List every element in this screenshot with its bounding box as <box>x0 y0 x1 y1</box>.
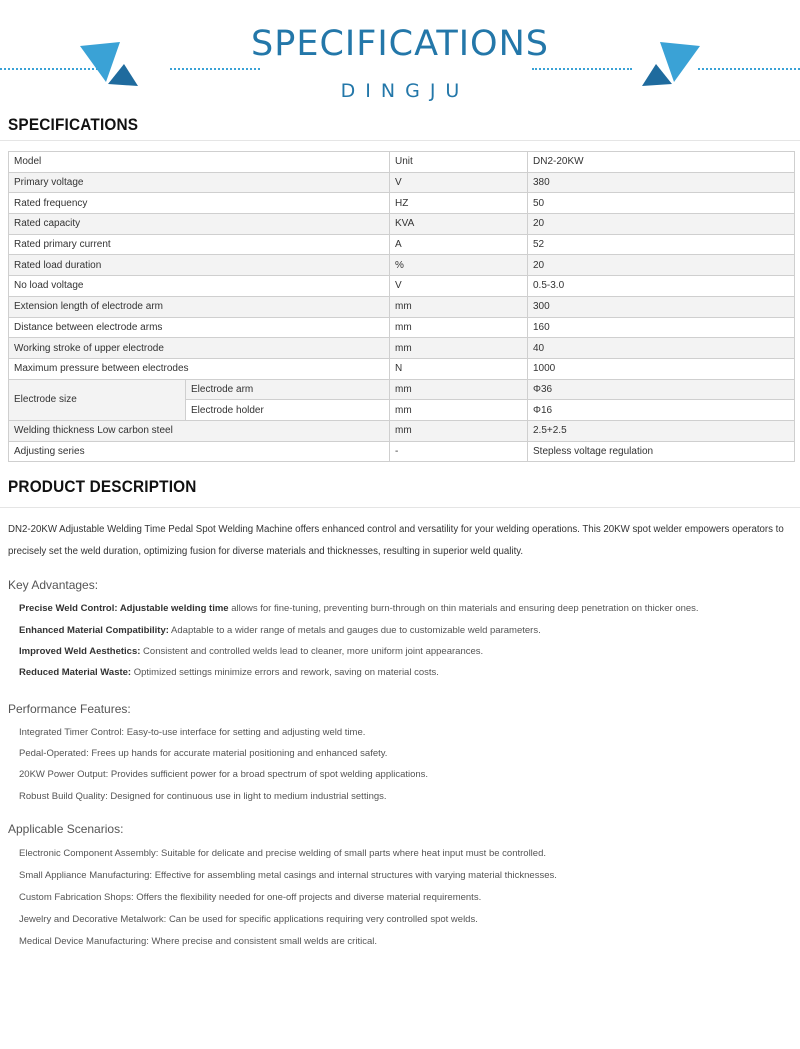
unit-cell: A <box>390 234 528 255</box>
param-cell: Extension length of electrode arm <box>9 296 390 317</box>
value-cell: 160 <box>528 317 795 338</box>
table-row <box>9 152 795 173</box>
dotted-line <box>170 68 260 70</box>
value-cell: 52 <box>528 234 795 255</box>
table-row <box>9 296 795 317</box>
key-advantages-heading: Key Advantages: <box>8 578 99 592</box>
item-text: Optimized settings minimize errors and rework, saving on material costs. <box>131 667 439 678</box>
table-row <box>9 338 795 359</box>
param-cell: Working stroke of upper electrode <box>9 338 390 359</box>
divider <box>0 140 800 141</box>
value-cell: 40 <box>528 338 795 359</box>
unit-cell: mm <box>390 400 528 421</box>
table-row <box>9 379 795 400</box>
list-item: Small Appliance Manufacturing: Effective for assembling metal casings and internal structures with varying material thicknesses. <box>19 870 557 881</box>
unit-cell: V <box>390 172 528 193</box>
unit-cell: KVA <box>390 214 528 235</box>
param-cell: Rated capacity <box>9 214 390 235</box>
list-item: Integrated Timer Control: Easy-to-use interface for setting and adjusting weld time. <box>19 727 366 738</box>
triangle-decoration-icon <box>640 38 700 88</box>
list-item: Jewelry and Decorative Metalwork: Can be used for specific applications requiring very controlled spot welds. <box>19 914 478 925</box>
param-cell: Distance between electrode arms <box>9 317 390 338</box>
value-cell: 2.5+2.5 <box>528 420 795 441</box>
unit-cell: % <box>390 255 528 276</box>
unit-cell: HZ <box>390 193 528 214</box>
param-cell: Rated frequency <box>9 193 390 214</box>
list-item: Custom Fabrication Shops: Offers the flexibility needed for one-off projects and diverse material requirements. <box>19 892 482 903</box>
table-row <box>9 193 795 214</box>
value-cell: 20 <box>528 255 795 276</box>
param-cell: No load voltage <box>9 276 390 297</box>
value-cell: 1000 <box>528 358 795 379</box>
list-item <box>19 667 439 678</box>
value-cell: 0.5-3.0 <box>528 276 795 297</box>
value-cell: 300 <box>528 296 795 317</box>
table-row <box>9 234 795 255</box>
description-paragraph <box>8 519 796 563</box>
list-item: Medical Device Manufacturing: Where precise and consistent small welds are critical. <box>19 936 377 947</box>
banner-subtitle: DINGJU <box>340 80 470 102</box>
value-cell: Φ36 <box>528 379 795 400</box>
param-cell: Electrode holder <box>186 400 390 421</box>
unit-cell: mm <box>390 317 528 338</box>
param-cell: Rated primary current <box>9 234 390 255</box>
item-text: Consistent and controlled welds lead to cleaner, more uniform joint appearances. <box>140 646 484 657</box>
list-item: 20KW Power Output: Provides sufficient power for a broad spectrum of spot welding applications. <box>19 769 429 780</box>
dotted-line <box>532 68 632 70</box>
unit-cell: N <box>390 358 528 379</box>
specifications-banner <box>0 0 800 110</box>
description-line: DN2-20KW Adjustable Welding Time Pedal Spot Welding Machine offers enhanced control and versatility for your welding operations. This 20KW spot welder empowers operators to <box>8 524 784 535</box>
product-description-heading: PRODUCT DESCRIPTION <box>8 478 197 496</box>
param-cell: Maximum pressure between electrodes <box>9 358 390 379</box>
item-bold: Precise Weld Control: Adjustable welding time <box>19 603 229 614</box>
table-row <box>9 255 795 276</box>
table-row <box>9 214 795 235</box>
value-cell: 50 <box>528 193 795 214</box>
table-row <box>9 358 795 379</box>
value-cell: DN2-20KW <box>528 152 795 173</box>
table-row <box>9 317 795 338</box>
table-row <box>9 441 795 462</box>
unit-cell: mm <box>390 338 528 359</box>
item-bold: Enhanced Material Compatibility: <box>19 625 169 636</box>
unit-cell: mm <box>390 296 528 317</box>
divider <box>0 507 800 508</box>
unit-cell: Unit <box>390 152 528 173</box>
performance-features-heading: Performance Features: <box>8 702 131 716</box>
unit-cell: mm <box>390 420 528 441</box>
electrode-size-cell: Electrode size <box>9 379 186 420</box>
unit-cell: mm <box>390 379 528 400</box>
param-cell: Welding thickness Low carbon steel <box>9 420 390 441</box>
param-cell: Model <box>9 152 390 173</box>
unit-cell: V <box>390 276 528 297</box>
banner-title: SPECIFICATIONS <box>251 24 549 64</box>
list-item <box>19 603 699 614</box>
specifications-heading: SPECIFICATIONS <box>8 116 139 134</box>
unit-cell: - <box>390 441 528 462</box>
param-cell: Rated load duration <box>9 255 390 276</box>
value-cell: Stepless voltage regulation <box>528 441 795 462</box>
item-bold: Reduced Material Waste: <box>19 667 132 678</box>
dotted-line <box>698 68 800 70</box>
list-item: Robust Build Quality: Designed for continuous use in light to medium industrial settings. <box>19 791 387 802</box>
param-cell: Adjusting series <box>9 441 390 462</box>
value-cell: 380 <box>528 172 795 193</box>
specifications-table <box>8 151 795 462</box>
item-text: allows for fine-tuning, preventing burn-through on thin materials and ensuring deep penetration on thicker ones. <box>228 603 699 614</box>
value-cell: 20 <box>528 214 795 235</box>
list-item: Pedal-Operated: Frees up hands for accurate material positioning and enhanced safety. <box>19 748 388 759</box>
table-row <box>9 276 795 297</box>
list-item <box>19 625 541 636</box>
param-cell: Electrode arm <box>186 379 390 400</box>
table-row <box>9 420 795 441</box>
value-cell: Φ16 <box>528 400 795 421</box>
description-line: precisely set the weld duration, optimizing fusion for diverse materials and thicknesses, resulting in superior weld quality. <box>8 546 524 557</box>
param-cell: Primary voltage <box>9 172 390 193</box>
applicable-scenarios-heading: Applicable Scenarios: <box>8 822 124 836</box>
table-row <box>9 172 795 193</box>
item-bold: Improved Weld Aesthetics: <box>19 646 141 657</box>
item-text: Adaptable to a wider range of metals and gauges due to customizable weld parameters. <box>168 625 541 636</box>
list-item <box>19 646 483 657</box>
list-item: Electronic Component Assembly: Suitable for delicate and precise welding of small parts where heat input must be controlled. <box>19 848 546 859</box>
